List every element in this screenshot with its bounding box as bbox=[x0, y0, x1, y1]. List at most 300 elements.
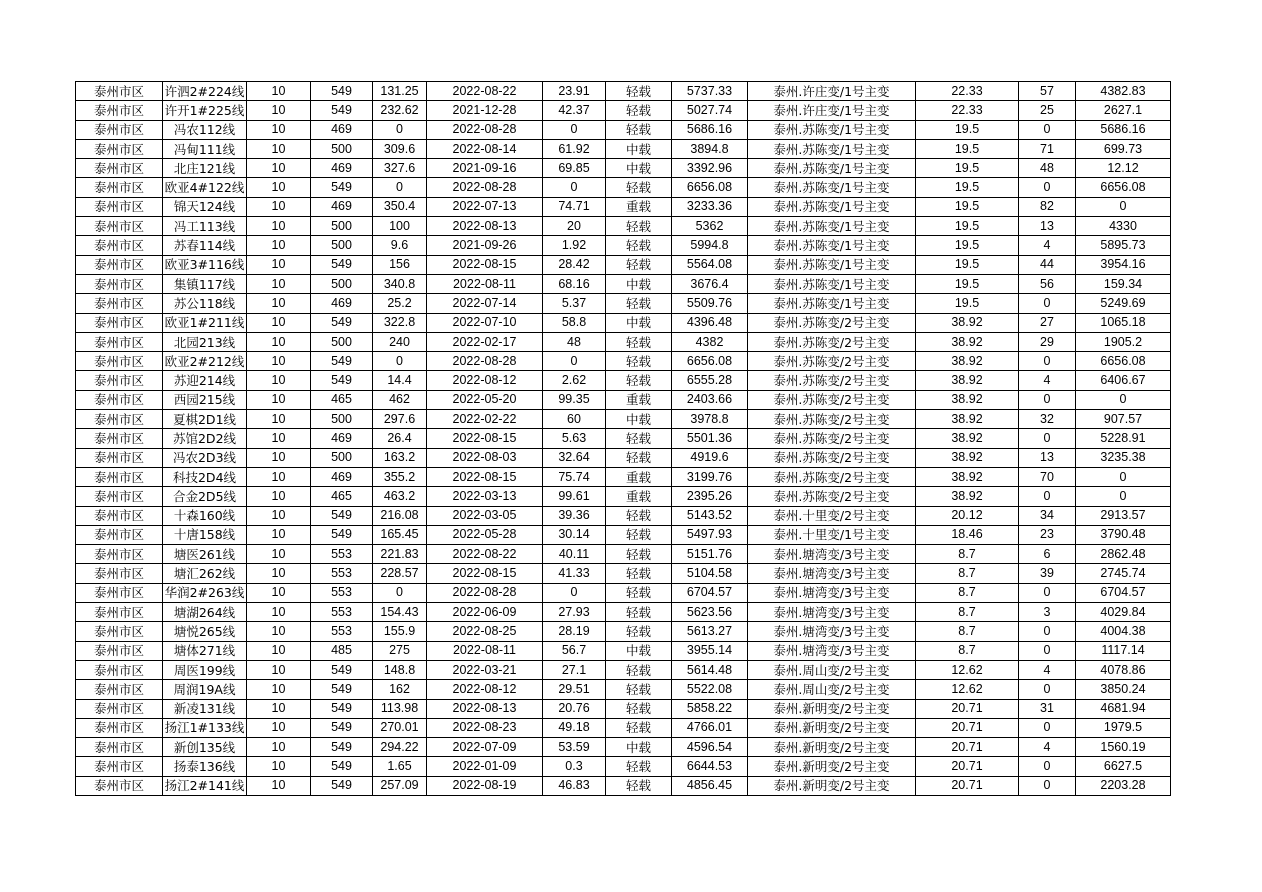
cell-line-name: 许开1#225线 bbox=[163, 101, 247, 120]
cell-capacity: 907.57 bbox=[1076, 410, 1171, 429]
cell-count: 56 bbox=[1019, 274, 1076, 293]
cell-load-status: 中载 bbox=[606, 410, 672, 429]
cell-load-rate: 61.92 bbox=[543, 139, 606, 158]
cell-date: 2022-06-09 bbox=[427, 603, 543, 622]
cell-rated-current: 553 bbox=[311, 545, 373, 564]
cell-date: 2022-02-22 bbox=[427, 410, 543, 429]
cell-region: 泰州市区 bbox=[76, 680, 163, 699]
cell-region: 泰州市区 bbox=[76, 159, 163, 178]
cell-transformer-load: 19.5 bbox=[916, 197, 1019, 216]
cell-count: 4 bbox=[1019, 371, 1076, 390]
cell-region: 泰州市区 bbox=[76, 467, 163, 486]
cell-max-current: 163.2 bbox=[373, 448, 427, 467]
table-row bbox=[76, 603, 1171, 622]
cell-line-name: 集镇117线 bbox=[163, 274, 247, 293]
cell-region: 泰州市区 bbox=[76, 294, 163, 313]
cell-load-status: 中载 bbox=[606, 139, 672, 158]
cell-max-current: 165.45 bbox=[373, 525, 427, 544]
cell-line-name: 科技2D4线 bbox=[163, 467, 247, 486]
cell-rated-current: 549 bbox=[311, 680, 373, 699]
cell-margin: 3676.4 bbox=[672, 274, 748, 293]
cell-voltage: 10 bbox=[247, 622, 311, 641]
cell-max-current: 275 bbox=[373, 641, 427, 660]
cell-rated-current: 500 bbox=[311, 274, 373, 293]
cell-margin: 3978.8 bbox=[672, 410, 748, 429]
cell-rated-current: 549 bbox=[311, 660, 373, 679]
cell-transformer: 泰州.苏陈变/1号主变 bbox=[748, 197, 916, 216]
cell-line-name: 欧亚3#116线 bbox=[163, 255, 247, 274]
table-row bbox=[76, 82, 1171, 101]
cell-load-status: 轻载 bbox=[606, 525, 672, 544]
cell-date: 2022-05-28 bbox=[427, 525, 543, 544]
cell-voltage: 10 bbox=[247, 467, 311, 486]
cell-count: 70 bbox=[1019, 467, 1076, 486]
cell-region: 泰州市区 bbox=[76, 448, 163, 467]
cell-load-rate: 32.64 bbox=[543, 448, 606, 467]
cell-rated-current: 549 bbox=[311, 255, 373, 274]
cell-max-current: 270.01 bbox=[373, 718, 427, 737]
cell-line-name: 合金2D5线 bbox=[163, 487, 247, 506]
cell-transformer: 泰州.苏陈变/2号主变 bbox=[748, 410, 916, 429]
cell-load-status: 轻载 bbox=[606, 371, 672, 390]
cell-transformer-load: 8.7 bbox=[916, 622, 1019, 641]
cell-rated-current: 549 bbox=[311, 371, 373, 390]
cell-margin: 5522.08 bbox=[672, 680, 748, 699]
cell-capacity: 1560.19 bbox=[1076, 738, 1171, 757]
cell-date: 2022-05-20 bbox=[427, 390, 543, 409]
table-row bbox=[76, 294, 1171, 313]
cell-transformer-load: 20.71 bbox=[916, 699, 1019, 718]
table-row bbox=[76, 660, 1171, 679]
cell-line-name: 冯农2D3线 bbox=[163, 448, 247, 467]
table-row bbox=[76, 738, 1171, 757]
cell-transformer-load: 38.92 bbox=[916, 487, 1019, 506]
cell-rated-current: 549 bbox=[311, 525, 373, 544]
cell-count: 23 bbox=[1019, 525, 1076, 544]
cell-date: 2022-01-09 bbox=[427, 757, 543, 776]
cell-load-rate: 0 bbox=[543, 178, 606, 197]
table-row bbox=[76, 352, 1171, 371]
cell-rated-current: 465 bbox=[311, 487, 373, 506]
cell-max-current: 232.62 bbox=[373, 101, 427, 120]
cell-load-rate: 58.8 bbox=[543, 313, 606, 332]
cell-transformer-load: 8.7 bbox=[916, 583, 1019, 602]
cell-transformer-load: 8.7 bbox=[916, 545, 1019, 564]
table-row bbox=[76, 776, 1171, 795]
cell-load-status: 轻载 bbox=[606, 545, 672, 564]
table-row bbox=[76, 757, 1171, 776]
cell-transformer: 泰州.苏陈变/2号主变 bbox=[748, 467, 916, 486]
cell-rated-current: 465 bbox=[311, 390, 373, 409]
cell-date: 2022-07-10 bbox=[427, 313, 543, 332]
cell-load-rate: 49.18 bbox=[543, 718, 606, 737]
cell-load-status: 中载 bbox=[606, 641, 672, 660]
cell-transformer-load: 19.5 bbox=[916, 139, 1019, 158]
cell-margin: 5623.56 bbox=[672, 603, 748, 622]
cell-rated-current: 469 bbox=[311, 197, 373, 216]
cell-load-status: 轻载 bbox=[606, 603, 672, 622]
cell-transformer: 泰州.塘湾变/3号主变 bbox=[748, 603, 916, 622]
cell-max-current: 0 bbox=[373, 178, 427, 197]
cell-count: 4 bbox=[1019, 236, 1076, 255]
cell-capacity: 5228.91 bbox=[1076, 429, 1171, 448]
cell-load-rate: 69.85 bbox=[543, 159, 606, 178]
cell-date: 2022-08-28 bbox=[427, 583, 543, 602]
cell-transformer: 泰州.塘湾变/3号主变 bbox=[748, 545, 916, 564]
cell-voltage: 10 bbox=[247, 390, 311, 409]
cell-load-rate: 0 bbox=[543, 120, 606, 139]
cell-max-current: 154.43 bbox=[373, 603, 427, 622]
cell-capacity: 4681.94 bbox=[1076, 699, 1171, 718]
cell-max-current: 25.2 bbox=[373, 294, 427, 313]
cell-load-status: 轻载 bbox=[606, 294, 672, 313]
cell-margin: 4396.48 bbox=[672, 313, 748, 332]
cell-count: 4 bbox=[1019, 738, 1076, 757]
cell-load-status: 轻载 bbox=[606, 82, 672, 101]
cell-date: 2022-03-13 bbox=[427, 487, 543, 506]
cell-load-status: 重载 bbox=[606, 467, 672, 486]
cell-count: 48 bbox=[1019, 159, 1076, 178]
cell-line-name: 华润2#263线 bbox=[163, 583, 247, 602]
cell-transformer-load: 38.92 bbox=[916, 352, 1019, 371]
cell-rated-current: 500 bbox=[311, 410, 373, 429]
cell-rated-current: 549 bbox=[311, 82, 373, 101]
cell-voltage: 10 bbox=[247, 718, 311, 737]
cell-load-status: 重载 bbox=[606, 487, 672, 506]
table-row bbox=[76, 101, 1171, 120]
cell-region: 泰州市区 bbox=[76, 776, 163, 795]
cell-margin: 3955.14 bbox=[672, 641, 748, 660]
cell-max-current: 216.08 bbox=[373, 506, 427, 525]
cell-region: 泰州市区 bbox=[76, 101, 163, 120]
cell-capacity: 6704.57 bbox=[1076, 583, 1171, 602]
cell-line-name: 周润19A线 bbox=[163, 680, 247, 699]
cell-rated-current: 549 bbox=[311, 352, 373, 371]
cell-date: 2022-08-28 bbox=[427, 120, 543, 139]
cell-line-name: 苏公118线 bbox=[163, 294, 247, 313]
table-row bbox=[76, 506, 1171, 525]
cell-margin: 4596.54 bbox=[672, 738, 748, 757]
cell-transformer: 泰州.十里变/2号主变 bbox=[748, 506, 916, 525]
cell-max-current: 113.98 bbox=[373, 699, 427, 718]
cell-region: 泰州市区 bbox=[76, 699, 163, 718]
cell-region: 泰州市区 bbox=[76, 641, 163, 660]
cell-date: 2022-08-13 bbox=[427, 699, 543, 718]
cell-date: 2022-08-15 bbox=[427, 564, 543, 583]
cell-load-rate: 99.35 bbox=[543, 390, 606, 409]
cell-capacity: 4330 bbox=[1076, 217, 1171, 236]
cell-max-current: 156 bbox=[373, 255, 427, 274]
cell-transformer: 泰州.苏陈变/1号主变 bbox=[748, 236, 916, 255]
cell-load-rate: 0.3 bbox=[543, 757, 606, 776]
table-row bbox=[76, 178, 1171, 197]
table-row bbox=[76, 255, 1171, 274]
cell-transformer-load: 38.92 bbox=[916, 313, 1019, 332]
cell-margin: 6656.08 bbox=[672, 178, 748, 197]
cell-load-status: 中载 bbox=[606, 738, 672, 757]
cell-date: 2022-08-19 bbox=[427, 776, 543, 795]
cell-rated-current: 500 bbox=[311, 236, 373, 255]
cell-max-current: 463.2 bbox=[373, 487, 427, 506]
cell-margin: 3233.36 bbox=[672, 197, 748, 216]
cell-date: 2022-08-13 bbox=[427, 217, 543, 236]
cell-date: 2022-07-09 bbox=[427, 738, 543, 757]
cell-count: 0 bbox=[1019, 487, 1076, 506]
cell-max-current: 327.6 bbox=[373, 159, 427, 178]
cell-load-status: 轻载 bbox=[606, 564, 672, 583]
cell-capacity: 1979.5 bbox=[1076, 718, 1171, 737]
cell-count: 27 bbox=[1019, 313, 1076, 332]
cell-margin: 3199.76 bbox=[672, 467, 748, 486]
cell-region: 泰州市区 bbox=[76, 660, 163, 679]
cell-line-name: 新凌131线 bbox=[163, 699, 247, 718]
cell-load-status: 中载 bbox=[606, 274, 672, 293]
cell-count: 32 bbox=[1019, 410, 1076, 429]
cell-transformer: 泰州.苏陈变/2号主变 bbox=[748, 332, 916, 351]
cell-transformer-load: 20.71 bbox=[916, 757, 1019, 776]
spreadsheet-page bbox=[75, 81, 1171, 796]
table-row bbox=[76, 448, 1171, 467]
cell-region: 泰州市区 bbox=[76, 313, 163, 332]
cell-count: 0 bbox=[1019, 776, 1076, 795]
cell-rated-current: 485 bbox=[311, 641, 373, 660]
cell-load-status: 轻载 bbox=[606, 680, 672, 699]
cell-max-current: 14.4 bbox=[373, 371, 427, 390]
cell-voltage: 10 bbox=[247, 217, 311, 236]
cell-transformer: 泰州.新明变/2号主变 bbox=[748, 699, 916, 718]
cell-line-name: 苏迎214线 bbox=[163, 371, 247, 390]
cell-margin: 5509.76 bbox=[672, 294, 748, 313]
cell-capacity: 0 bbox=[1076, 467, 1171, 486]
cell-margin: 2403.66 bbox=[672, 390, 748, 409]
cell-date: 2022-08-14 bbox=[427, 139, 543, 158]
cell-load-rate: 20.76 bbox=[543, 699, 606, 718]
cell-count: 0 bbox=[1019, 583, 1076, 602]
table-row bbox=[76, 545, 1171, 564]
cell-line-name: 欧亚2#212线 bbox=[163, 352, 247, 371]
table-row bbox=[76, 197, 1171, 216]
cell-transformer-load: 38.92 bbox=[916, 410, 1019, 429]
cell-count: 0 bbox=[1019, 120, 1076, 139]
cell-line-name: 西园215线 bbox=[163, 390, 247, 409]
cell-margin: 5143.52 bbox=[672, 506, 748, 525]
cell-capacity: 3235.38 bbox=[1076, 448, 1171, 467]
cell-max-current: 1.65 bbox=[373, 757, 427, 776]
cell-date: 2022-07-14 bbox=[427, 294, 543, 313]
cell-capacity: 159.34 bbox=[1076, 274, 1171, 293]
cell-load-status: 轻载 bbox=[606, 332, 672, 351]
cell-voltage: 10 bbox=[247, 101, 311, 120]
cell-load-rate: 39.36 bbox=[543, 506, 606, 525]
cell-load-rate: 5.63 bbox=[543, 429, 606, 448]
cell-region: 泰州市区 bbox=[76, 525, 163, 544]
cell-margin: 6555.28 bbox=[672, 371, 748, 390]
cell-voltage: 10 bbox=[247, 120, 311, 139]
cell-capacity: 0 bbox=[1076, 197, 1171, 216]
cell-transformer-load: 38.92 bbox=[916, 371, 1019, 390]
cell-line-name: 北庄121线 bbox=[163, 159, 247, 178]
cell-capacity: 1065.18 bbox=[1076, 313, 1171, 332]
cell-transformer: 泰州.塘湾变/3号主变 bbox=[748, 622, 916, 641]
cell-voltage: 10 bbox=[247, 255, 311, 274]
cell-max-current: 0 bbox=[373, 120, 427, 139]
cell-line-name: 塘汇262线 bbox=[163, 564, 247, 583]
cell-line-name: 许泗2#224线 bbox=[163, 82, 247, 101]
cell-transformer-load: 19.5 bbox=[916, 236, 1019, 255]
cell-region: 泰州市区 bbox=[76, 564, 163, 583]
cell-region: 泰州市区 bbox=[76, 178, 163, 197]
cell-transformer-load: 19.5 bbox=[916, 178, 1019, 197]
cell-voltage: 10 bbox=[247, 603, 311, 622]
cell-rated-current: 549 bbox=[311, 313, 373, 332]
cell-load-rate: 42.37 bbox=[543, 101, 606, 120]
cell-max-current: 297.6 bbox=[373, 410, 427, 429]
cell-transformer: 泰州.苏陈变/2号主变 bbox=[748, 429, 916, 448]
cell-load-rate: 1.92 bbox=[543, 236, 606, 255]
cell-rated-current: 549 bbox=[311, 718, 373, 737]
cell-transformer: 泰州.周山变/2号主变 bbox=[748, 680, 916, 699]
cell-margin: 4766.01 bbox=[672, 718, 748, 737]
cell-load-rate: 99.61 bbox=[543, 487, 606, 506]
cell-voltage: 10 bbox=[247, 236, 311, 255]
cell-margin: 5686.16 bbox=[672, 120, 748, 139]
cell-date: 2022-08-28 bbox=[427, 178, 543, 197]
cell-load-rate: 27.1 bbox=[543, 660, 606, 679]
cell-transformer-load: 20.71 bbox=[916, 776, 1019, 795]
table-row bbox=[76, 564, 1171, 583]
table-row bbox=[76, 120, 1171, 139]
cell-region: 泰州市区 bbox=[76, 506, 163, 525]
cell-date: 2022-08-15 bbox=[427, 467, 543, 486]
cell-region: 泰州市区 bbox=[76, 332, 163, 351]
cell-region: 泰州市区 bbox=[76, 545, 163, 564]
cell-capacity: 0 bbox=[1076, 487, 1171, 506]
cell-load-status: 轻载 bbox=[606, 699, 672, 718]
cell-capacity: 2745.74 bbox=[1076, 564, 1171, 583]
cell-transformer-load: 19.5 bbox=[916, 274, 1019, 293]
cell-rated-current: 549 bbox=[311, 776, 373, 795]
table-row bbox=[76, 371, 1171, 390]
cell-line-name: 欧亚4#122线 bbox=[163, 178, 247, 197]
cell-load-rate: 48 bbox=[543, 332, 606, 351]
cell-transformer-load: 20.71 bbox=[916, 738, 1019, 757]
table-row bbox=[76, 236, 1171, 255]
cell-capacity: 5895.73 bbox=[1076, 236, 1171, 255]
cell-margin: 5737.33 bbox=[672, 82, 748, 101]
cell-load-status: 轻载 bbox=[606, 583, 672, 602]
cell-count: 0 bbox=[1019, 178, 1076, 197]
cell-region: 泰州市区 bbox=[76, 371, 163, 390]
cell-load-status: 中载 bbox=[606, 313, 672, 332]
cell-margin: 6656.08 bbox=[672, 352, 748, 371]
cell-line-name: 塘医261线 bbox=[163, 545, 247, 564]
cell-line-name: 冯工113线 bbox=[163, 217, 247, 236]
cell-max-current: 0 bbox=[373, 583, 427, 602]
cell-line-name: 塘悦265线 bbox=[163, 622, 247, 641]
cell-max-current: 9.6 bbox=[373, 236, 427, 255]
cell-capacity: 6656.08 bbox=[1076, 178, 1171, 197]
cell-line-name: 锦天124线 bbox=[163, 197, 247, 216]
cell-margin: 5858.22 bbox=[672, 699, 748, 718]
cell-margin: 4856.45 bbox=[672, 776, 748, 795]
cell-voltage: 10 bbox=[247, 139, 311, 158]
cell-region: 泰州市区 bbox=[76, 583, 163, 602]
cell-date: 2022-08-11 bbox=[427, 274, 543, 293]
cell-load-status: 轻载 bbox=[606, 660, 672, 679]
table-row bbox=[76, 332, 1171, 351]
cell-count: 0 bbox=[1019, 641, 1076, 660]
cell-count: 3 bbox=[1019, 603, 1076, 622]
cell-transformer-load: 19.5 bbox=[916, 217, 1019, 236]
cell-transformer: 泰州.周山变/2号主变 bbox=[748, 660, 916, 679]
cell-transformer: 泰州.苏陈变/1号主变 bbox=[748, 217, 916, 236]
cell-count: 0 bbox=[1019, 757, 1076, 776]
cell-region: 泰州市区 bbox=[76, 255, 163, 274]
cell-capacity: 1117.14 bbox=[1076, 641, 1171, 660]
cell-rated-current: 553 bbox=[311, 622, 373, 641]
cell-count: 0 bbox=[1019, 680, 1076, 699]
cell-rated-current: 469 bbox=[311, 467, 373, 486]
table-row bbox=[76, 699, 1171, 718]
table-row bbox=[76, 680, 1171, 699]
cell-transformer: 泰州.苏陈变/1号主变 bbox=[748, 294, 916, 313]
cell-rated-current: 500 bbox=[311, 217, 373, 236]
cell-count: 31 bbox=[1019, 699, 1076, 718]
table-row bbox=[76, 274, 1171, 293]
cell-capacity: 5249.69 bbox=[1076, 294, 1171, 313]
cell-margin: 5362 bbox=[672, 217, 748, 236]
cell-load-status: 轻载 bbox=[606, 429, 672, 448]
cell-transformer-load: 38.92 bbox=[916, 429, 1019, 448]
cell-load-rate: 20 bbox=[543, 217, 606, 236]
cell-region: 泰州市区 bbox=[76, 429, 163, 448]
cell-voltage: 10 bbox=[247, 545, 311, 564]
cell-transformer-load: 19.5 bbox=[916, 120, 1019, 139]
cell-date: 2022-07-13 bbox=[427, 197, 543, 216]
cell-capacity: 2862.48 bbox=[1076, 545, 1171, 564]
cell-max-current: 0 bbox=[373, 352, 427, 371]
cell-margin: 5614.48 bbox=[672, 660, 748, 679]
cell-load-status: 重载 bbox=[606, 197, 672, 216]
cell-rated-current: 549 bbox=[311, 101, 373, 120]
cell-margin: 5027.74 bbox=[672, 101, 748, 120]
cell-max-current: 462 bbox=[373, 390, 427, 409]
cell-load-rate: 46.83 bbox=[543, 776, 606, 795]
cell-transformer-load: 12.62 bbox=[916, 660, 1019, 679]
cell-count: 39 bbox=[1019, 564, 1076, 583]
cell-transformer: 泰州.塘湾变/3号主变 bbox=[748, 583, 916, 602]
cell-count: 6 bbox=[1019, 545, 1076, 564]
table-row bbox=[76, 159, 1171, 178]
cell-margin: 3894.8 bbox=[672, 139, 748, 158]
cell-date: 2022-08-03 bbox=[427, 448, 543, 467]
cell-capacity: 2627.1 bbox=[1076, 101, 1171, 120]
cell-voltage: 10 bbox=[247, 583, 311, 602]
cell-transformer: 泰州.苏陈变/2号主变 bbox=[748, 390, 916, 409]
table-row bbox=[76, 217, 1171, 236]
cell-voltage: 10 bbox=[247, 178, 311, 197]
cell-transformer-load: 8.7 bbox=[916, 564, 1019, 583]
cell-margin: 5501.36 bbox=[672, 429, 748, 448]
cell-voltage: 10 bbox=[247, 525, 311, 544]
cell-load-status: 轻载 bbox=[606, 255, 672, 274]
cell-transformer-load: 38.92 bbox=[916, 448, 1019, 467]
cell-count: 29 bbox=[1019, 332, 1076, 351]
cell-load-status: 轻载 bbox=[606, 757, 672, 776]
cell-transformer-load: 22.33 bbox=[916, 82, 1019, 101]
cell-load-status: 轻载 bbox=[606, 217, 672, 236]
cell-count: 0 bbox=[1019, 429, 1076, 448]
